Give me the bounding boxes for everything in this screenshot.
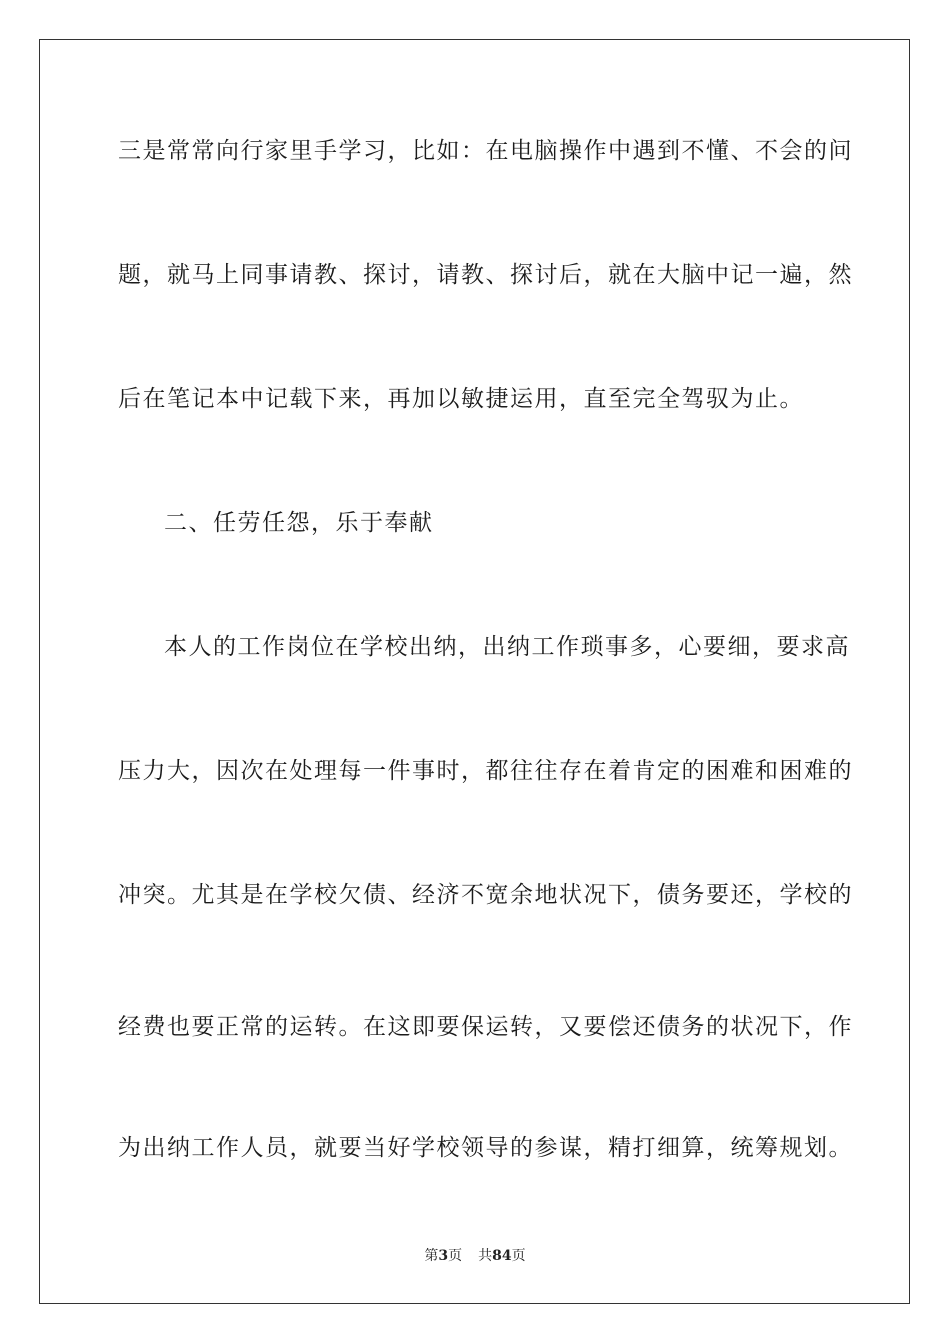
- body-text-line: 经费也要正常的运转。在这即要保运转，又要偿还债务的状况下，作: [118, 1014, 853, 1040]
- footer-total-pages: 84: [492, 1248, 512, 1264]
- body-text-line: 冲突。尤其是在学校欠债、经济不宽余地状况下，债务要还，学校的: [118, 882, 853, 908]
- body-text-line: 为出纳工作人员，就要当好学校领导的参谋，精打细算，统筹规划。: [118, 1135, 853, 1161]
- body-text-line: 三是常常向行家里手学习，比如：在电脑操作中遇到不懂、不会的问: [118, 138, 853, 164]
- body-text-line: 题，就马上同事请教、探讨，请教、探讨后，就在大脑中记一遍，然: [118, 262, 853, 288]
- footer-page-prefix: 第: [424, 1248, 439, 1264]
- footer-total-prefix: 共: [478, 1248, 493, 1264]
- footer-page-number: 3: [438, 1248, 449, 1264]
- page-border: [39, 39, 910, 1304]
- paragraph-first-line: 本人的工作岗位在学校出纳，出纳工作琐事多，心要细，要求高: [164, 634, 850, 660]
- section-heading: 二、任劳任怨，乐于奉献: [164, 510, 434, 536]
- footer-page-suffix: 页: [448, 1248, 463, 1264]
- page-footer: [0, 1247, 950, 1265]
- body-text-line: 压力大，因次在处理每一件事时，都往往存在着肯定的困难和困难的: [118, 758, 853, 784]
- body-text-line: 后在笔记本中记载下来，再加以敏捷运用，直至完全驾驭为止。: [118, 386, 804, 412]
- footer-total-suffix: 页: [511, 1248, 526, 1264]
